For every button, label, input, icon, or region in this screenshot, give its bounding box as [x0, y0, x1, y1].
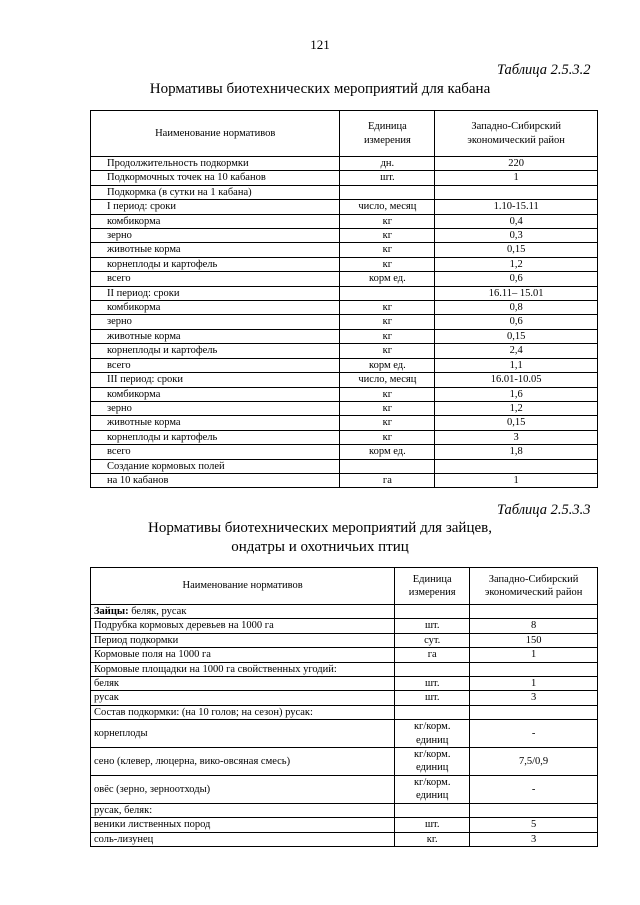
table-row: [91, 185, 598, 199]
table-row: [91, 748, 598, 776]
row-value: -: [470, 775, 598, 803]
table-row: [91, 315, 598, 329]
row-unit: га: [340, 473, 435, 487]
row-value: 1: [435, 473, 598, 487]
row-label: III период: сроки: [91, 373, 340, 387]
row-label: Подкормка (в сутки на 1 кабана): [91, 185, 340, 199]
row-label: веники лиственных пород: [91, 818, 395, 832]
table-row: [91, 832, 598, 846]
row-unit: кг: [340, 387, 435, 401]
row-label: корнеплоды и картофель: [91, 257, 340, 271]
table-row: [91, 257, 598, 271]
row-label: беляк: [91, 677, 395, 691]
table-row: [91, 358, 598, 372]
row-label: Создание кормовых полей: [91, 459, 340, 473]
row-unit: шт.: [340, 171, 435, 185]
row-unit: шт.: [395, 677, 470, 691]
row-value: 1,1: [435, 358, 598, 372]
table-row: [91, 459, 598, 473]
table-row: [91, 272, 598, 286]
row-value: 1: [470, 648, 598, 662]
table1-header-unit: Единица измерения: [340, 111, 435, 157]
row-unit: кг: [340, 329, 435, 343]
row-unit: [395, 803, 470, 817]
table-row: [91, 818, 598, 832]
row-unit: кг: [340, 301, 435, 315]
row-label: комбикорма: [91, 387, 340, 401]
row-unit: кг: [340, 229, 435, 243]
row-label: Подкормочных точек на 10 кабанов: [91, 171, 340, 185]
table-row: [91, 157, 598, 171]
row-unit: шт.: [395, 691, 470, 705]
row-unit: дн.: [340, 157, 435, 171]
table-row: [91, 445, 598, 459]
table2-title-line1: Нормативы биотехнических мероприятий для зайцев,: [148, 520, 492, 536]
row-label: на 10 кабанов: [91, 473, 340, 487]
row-value: 0,3: [435, 229, 598, 243]
table-row: [91, 677, 598, 691]
table-row: [91, 229, 598, 243]
row-value: 150: [470, 633, 598, 647]
table2-caption: Таблица 2.5.3.3: [497, 502, 591, 518]
row-value: 0,8: [435, 301, 598, 315]
page-number: 121: [310, 37, 330, 52]
row-label: русак: [91, 691, 395, 705]
row-label: сено (клевер, люцерна, вико-овсяная смесь): [91, 748, 395, 776]
row-unit: кг.: [395, 832, 470, 846]
row-label: всего: [91, 358, 340, 372]
table2-header-name: Наименование нормативов: [91, 568, 395, 605]
table-cell: [470, 605, 598, 619]
table-row: [91, 691, 598, 705]
row-unit: [395, 705, 470, 719]
row-unit: кг: [340, 315, 435, 329]
table-row: [91, 633, 598, 647]
row-unit: кг: [340, 344, 435, 358]
row-label: соль-лизунец: [91, 832, 395, 846]
row-value: 3: [470, 832, 598, 846]
row-label: животные корма: [91, 329, 340, 343]
row-value: 0,15: [435, 416, 598, 430]
row-unit: кг: [340, 430, 435, 444]
row-unit: корм ед.: [340, 358, 435, 372]
row-unit: кг: [340, 243, 435, 257]
table-row: [91, 605, 598, 619]
row-value: [435, 459, 598, 473]
row-value: 16.01-10.05: [435, 373, 598, 387]
row-unit: [340, 286, 435, 300]
table-row: [91, 214, 598, 228]
table-row: [91, 286, 598, 300]
row-value: 0,15: [435, 329, 598, 343]
row-unit: [395, 662, 470, 676]
row-unit: кг: [340, 416, 435, 430]
row-label: зерно: [91, 315, 340, 329]
row-value: 0,6: [435, 272, 598, 286]
row-label: зерно: [91, 401, 340, 415]
row-unit: [340, 459, 435, 473]
row-label: Состав подкормки: (на 10 голов; на сезон) русак:: [91, 705, 395, 719]
row-unit: корм ед.: [340, 272, 435, 286]
row-label: Подрубка кормовых деревьев на 1000 га: [91, 619, 395, 633]
row-label: зерно: [91, 229, 340, 243]
row-label: русак, беляк:: [91, 803, 395, 817]
row-unit: сут.: [395, 633, 470, 647]
table-row: [91, 430, 598, 444]
table2-header-region: Западно-Сибирский экономический район: [470, 568, 598, 605]
table2-header-unit: Единица измерения: [395, 568, 470, 605]
table1-title: Нормативы биотехнических мероприятий для кабана: [149, 81, 491, 97]
row-value: 8: [470, 619, 598, 633]
table-cell: [395, 605, 470, 619]
row-value: 1,8: [435, 445, 598, 459]
table-row: [91, 416, 598, 430]
row-label: корнеплоды: [91, 720, 395, 748]
row-value: 0,6: [435, 315, 598, 329]
row-value: 2,4: [435, 344, 598, 358]
table2-header-row: [91, 568, 598, 605]
section-rest-label: беляк, русак: [128, 606, 187, 617]
table-row: [91, 619, 598, 633]
row-unit: [340, 185, 435, 199]
row-unit: га: [395, 648, 470, 662]
row-value: [470, 705, 598, 719]
row-label: Период подкормки: [91, 633, 395, 647]
table-row: [91, 344, 598, 358]
row-unit: корм ед.: [340, 445, 435, 459]
table1-header-region: Западно-Сибирский экономический район: [435, 111, 598, 157]
row-label: корнеплоды и картофель: [91, 344, 340, 358]
row-value: 16.11– 15.01: [435, 286, 598, 300]
row-label: животные корма: [91, 243, 340, 257]
table-row: [91, 648, 598, 662]
table-row: [91, 373, 598, 387]
row-value: 1.10-15.11: [435, 200, 598, 214]
row-label: Кормовые поля на 1000 га: [91, 648, 395, 662]
row-value: [470, 803, 598, 817]
row-value: 0,15: [435, 243, 598, 257]
table2-title-line2: ондатры и охотничьих птиц: [231, 539, 409, 555]
row-value: 5: [470, 818, 598, 832]
row-label: животные корма: [91, 416, 340, 430]
row-unit: число, месяц: [340, 373, 435, 387]
row-unit: кг/корм. единиц: [395, 720, 470, 748]
table1-header-row: [91, 111, 598, 157]
row-label: II период: сроки: [91, 286, 340, 300]
table1-caption: Таблица 2.5.3.2: [497, 62, 591, 78]
table-row: [91, 200, 598, 214]
table1: [90, 110, 598, 488]
row-value: 1: [435, 171, 598, 185]
table-row: [91, 803, 598, 817]
row-unit: кг/корм. единиц: [395, 775, 470, 803]
row-label: всего: [91, 445, 340, 459]
row-label: Кормовые площадки на 1000 га свойственных угодий:: [91, 662, 395, 676]
row-value: 3: [435, 430, 598, 444]
row-value: 3: [470, 691, 598, 705]
row-value: 1,2: [435, 401, 598, 415]
table-row: [91, 329, 598, 343]
table-row: [91, 171, 598, 185]
table-row: [91, 387, 598, 401]
table-row: [91, 301, 598, 315]
row-value: 220: [435, 157, 598, 171]
row-unit: кг/корм. единиц: [395, 748, 470, 776]
row-unit: шт.: [395, 818, 470, 832]
row-value: 7,5/0,9: [470, 748, 598, 776]
table-row: [91, 243, 598, 257]
row-label: I период: сроки: [91, 200, 340, 214]
row-value: [435, 185, 598, 199]
table-row: [91, 705, 598, 719]
row-unit: число, месяц: [340, 200, 435, 214]
row-label: комбикорма: [91, 301, 340, 315]
table-row: [91, 720, 598, 748]
row-unit: кг: [340, 401, 435, 415]
row-value: 1,6: [435, 387, 598, 401]
table-row: [91, 775, 598, 803]
row-value: 0,4: [435, 214, 598, 228]
row-label: овёс (зерно, зерноотходы): [91, 775, 395, 803]
table-row: [91, 473, 598, 487]
row-label: Продолжительность подкормки: [91, 157, 340, 171]
row-label: всего: [91, 272, 340, 286]
row-unit: шт.: [395, 619, 470, 633]
table-row: [91, 662, 598, 676]
table2-section-title: [91, 605, 395, 619]
table1-header-name: Наименование нормативов: [91, 111, 340, 157]
row-unit: кг: [340, 257, 435, 271]
row-value: -: [470, 720, 598, 748]
row-label: корнеплоды и картофель: [91, 430, 340, 444]
table-row: [91, 401, 598, 415]
row-unit: кг: [340, 214, 435, 228]
row-value: 1: [470, 677, 598, 691]
table2: [90, 567, 598, 847]
section-bold-label: Зайцы:: [94, 606, 129, 617]
row-value: 1,2: [435, 257, 598, 271]
row-value: [470, 662, 598, 676]
row-label: комбикорма: [91, 214, 340, 228]
